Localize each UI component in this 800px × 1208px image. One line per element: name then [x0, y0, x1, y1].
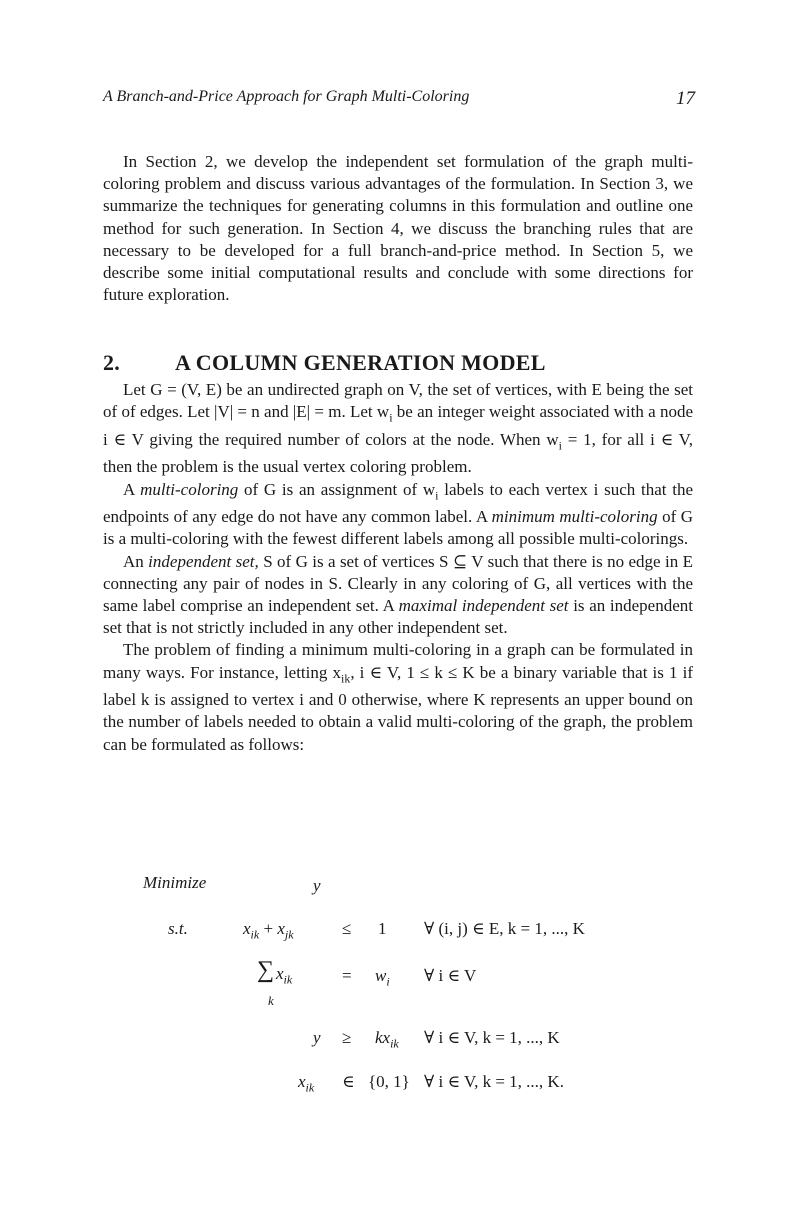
sum-index: k	[268, 993, 274, 1008]
section-heading	[103, 350, 693, 376]
constraint-3-domain: ∀ i ∈ V, k = 1, ..., K	[424, 1028, 560, 1047]
st-label: s.t.	[168, 919, 188, 938]
paragraph-definitions: Let G = (V, E) be an undirected graph on V, the set of vertices, with E being the set of of edges. Let |V| = n and |E| = m. Let $w_i$ be an integer weight associated with a node i ∈ V giving the required number of colors at the node. When $w_i = 1$, for all i ∈ V, then the problem is the usual vertex coloring problem.	[103, 380, 693, 477]
page-number: 17	[676, 88, 695, 109]
section-body	[103, 379, 693, 756]
paragraph-independent-set: An independent set, S of G is a set of vertices S ⊆ V such that there is no edge in E connecting any pair of nodes in S. Clearly in any coloring of G, all vertices with the same label comprise an independent set. A maximal independent set is an independent set that is not strictly included in any other independent set.	[103, 551, 693, 638]
paragraph-multicoloring: A multi-coloring of G is an assignment of $w_i$ labels to each vertex i such that the endpoints of any edge do not have any common label. A minimum multi-coloring of G is a multi-coloring with the fewest different labels among all possible multi-colorings.	[103, 479, 693, 549]
constraint-1-domain: ∀ (i, j) ∈ E, k = 1, ..., K	[424, 919, 585, 938]
constraint-1-op: ≤	[342, 919, 352, 938]
section-number: 2.	[103, 350, 121, 375]
constraint-2-domain: ∀ i ∈ V	[424, 966, 477, 985]
constraint-1-rhs: 1	[378, 919, 387, 938]
running-title: A Branch-and-Price Approach for Graph Multi-Coloring	[103, 88, 470, 105]
minimize-label: Minimize	[143, 873, 207, 892]
term-independent-set: independent set,	[148, 551, 259, 571]
constraint-3-rhs: $kx_{ik}$	[375, 1028, 399, 1051]
intro-paragraph: In Section 2, we develop the independent set formulation of the graph multi-coloring problem and discuss various advantages of the formulation. In Section 3, we summarize the techniques for generating columns in this formulation and outline one method for such generation. In Section 4, we discuss the branching rules that are necessary to be developed for a full branch-and-price method. In Section 5, we describe some initial computational results and conclude with some directions for future exploration.	[103, 152, 693, 305]
constraint-3-op: ≥	[342, 1028, 352, 1047]
paragraph-formulation: The problem of finding a minimum multi-coloring in a graph can be formulated in many ways. For instance, letting $x_{ik}$, i ∈ V, 1 ≤ k ≤ K be a binary variable that is 1 if label k is assigned to vertex i and 0 otherwise, where K represents an upper bound on the number of labels needed to obtain a valid multi-coloring of the graph, the problem can be formulated as follows:	[103, 640, 693, 754]
term-maximal-independent-set: maximal independent set	[398, 596, 569, 615]
section-title: A COLUMN GENERATION MODEL	[175, 350, 546, 375]
constraint-1-lhs: $x_{ik} + x_{jk}$	[243, 919, 294, 942]
constraint-4-rhs: {0, 1}	[368, 1072, 410, 1091]
constraint-2-op: =	[342, 966, 352, 985]
sum-symbol: ∑	[257, 957, 275, 983]
constraint-2-lhs: $x_{ik}$	[276, 964, 293, 987]
constraint-4-lhs: $x_{ik}$	[298, 1072, 315, 1095]
constraint-2-rhs: $w_i$	[375, 966, 390, 989]
constraint-4-domain: ∀ i ∈ V, k = 1, ..., K.	[424, 1072, 564, 1091]
running-header	[103, 88, 695, 109]
objective-var: y	[313, 876, 321, 895]
constraint-4-op: ∈	[342, 1072, 355, 1091]
constraint-3-lhs: y	[313, 1028, 321, 1047]
term-minimum-multi-coloring: minimum multi-coloring	[491, 507, 658, 527]
term-multi-coloring: multi-coloring	[140, 479, 239, 499]
